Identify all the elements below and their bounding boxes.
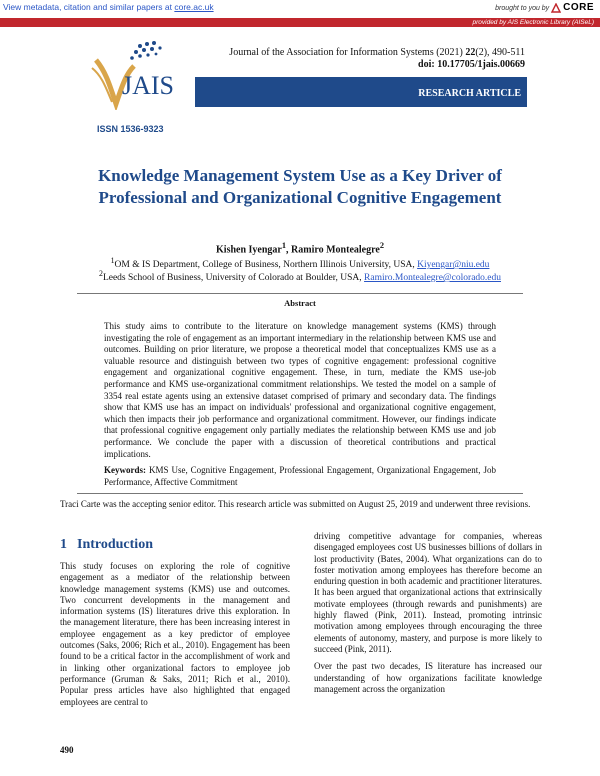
logo-dots-icon [130, 41, 161, 60]
abstract-bottom-rule [77, 493, 523, 494]
provider-bar [0, 18, 600, 27]
journal-name: Journal of the Association for Information Systems (2021) [229, 47, 466, 58]
jais-logo [88, 38, 198, 110]
authors [60, 241, 540, 255]
page-number: 490 [60, 745, 74, 755]
journal-issue-pages: (2), 490-511 [475, 47, 525, 58]
abstract-heading: Abstract [284, 298, 316, 308]
abstract-top-rule [77, 293, 523, 294]
section-number: 1 [60, 537, 67, 552]
email-link-1[interactable]: Kiyengar@niu.edu [417, 260, 490, 271]
doi[interactable] [205, 59, 525, 71]
section-heading [60, 537, 153, 553]
article-type-bar [195, 77, 527, 107]
author-1: Kishen Iyengar [216, 244, 282, 256]
article-type: RESEARCH ARTICLE [418, 88, 521, 99]
brought-by-text: brought to you by [495, 5, 550, 12]
affil-1-text: OM & IS Department, College of Business, Northern Illinois University, USA, [114, 260, 418, 271]
email-link-2[interactable]: Ramiro.Montealegre@colorado.edu [364, 273, 501, 284]
core-logo-icon [551, 3, 561, 13]
core-label: CORE [563, 2, 594, 13]
intro-paragraph-2: driving competitive advantage for companies, whereas disengaged employees cost US businesses billions of dollars in lost productivity (Bates, 2004). What organizations can do to foster motivation among employees has therefore become an enduring question in both academic and practitioner literatures. It has been argued that organizational actions that extrinsically motivate employees (through rewards and punishments) are highly flawed (Pink, 2011). Instead, promoting intrinsic motivation among employees through encouraging the three elements of autonomy, mastery, and purpose is more likely to succeed (Pink, 2011). [314, 531, 542, 654]
intro-paragraph-3: Over the past two decades, IS literature has increased our understanding of how organizations facilitate knowledge management across the organization [314, 661, 542, 694]
core-site-link[interactable]: core.ac.uk [174, 2, 214, 12]
provider-text: provided by AIS Electronic Library (AISeL) [472, 19, 594, 26]
author-separator: , [286, 244, 292, 256]
metadata-link-prefix: View metadata, citation and similar papers at [3, 2, 175, 12]
title-line-2: Professional and Organizational Cognitive Engagement [98, 188, 502, 207]
keywords-label: Keywords: [104, 465, 146, 475]
doi-value[interactable]: 10.17705/1jais.00669 [434, 59, 525, 70]
section-title: Introduction [77, 537, 153, 552]
abstract-text: This study aims to contribute to the literature on knowledge management systems (KMS) through investigating the role of engagement as an important intermediary in the relationship between KMS use and outcomes. Building on prior literature, we propose a theoretical model that conceptualizes KMS use as a valuable resource and distinguish between two types of cognitive engagement: professional cognitive engagement and organizational cognitive engagement. These, in turn, mediate the KMS use-job performance and KMS use-organizational commitment relationships. We tested the model on a sample of 3354 real estate agents using an extensive dataset comprised of primary and secondary data. The findings show that KMS use has an impact on individuals' professional and organizational cognitive engagement, which then impacts their job performance and organizational commitment. However, our findings indicate that professional cognitive engagement only partially mediates the relationship between KMS use and job performance. We conclude the paper with a discussion of theoretical contributions and practical implications. [104, 321, 496, 459]
keywords-list: KMS Use, Cognitive Engagement, Professional Engagement, Organizational Engagement, Job Performance, Affective Commitment [104, 465, 496, 487]
journal-volume: 22 [465, 47, 476, 58]
doi-label: doi: [418, 59, 435, 70]
journal-citation [205, 47, 525, 71]
keywords [104, 465, 496, 488]
author-2-sup: 2 [379, 241, 384, 250]
metadata-link[interactable] [3, 2, 214, 12]
editor-note: Traci Carte was the accepting senior editor. This research article was submitted on August 25, 2019 and underwent three revisions. [60, 499, 531, 509]
core-top-bar [0, 0, 600, 18]
right-column [314, 531, 542, 701]
affiliation-2 [60, 269, 540, 283]
affil-2-text: Leeds School of Business, University of Colorado at Boulder, USA, [102, 273, 365, 284]
paper-title [60, 165, 540, 209]
left-column [60, 561, 290, 708]
affil-2-sup: 2 [98, 269, 103, 278]
core-brand[interactable] [495, 2, 594, 13]
intro-paragraph-1: This study focuses on exploring the role of cognitive engagement as a mediator of the relationship between knowledge management systems (KMS) use and outcomes. Two concurrent developments in the management and information systems (IS) literatures drive this exploration. In the management literature, there has been increasing interest in employee engagement as a key predictor of employee outcomes (Saks, 2006; Rich et al., 2010). Engagement has been found to be a critical factor in the accomplishment of work and in linking other organizational factors to employee job performance (Gruman & Saks, 2011; Rich et al., 2010). Popular press articles have also highlighted that engaged employees are central to [60, 561, 290, 707]
author-2: Ramiro Montealegre [291, 244, 380, 256]
title-line-1: Knowledge Management System Use as a Key Driver of [98, 166, 502, 185]
issn: ISSN 1536-9323 [97, 124, 164, 134]
logo-text: JAIS [122, 71, 175, 100]
author-1-sup: 1 [281, 241, 287, 250]
affil-1-sup: 1 [110, 256, 115, 265]
